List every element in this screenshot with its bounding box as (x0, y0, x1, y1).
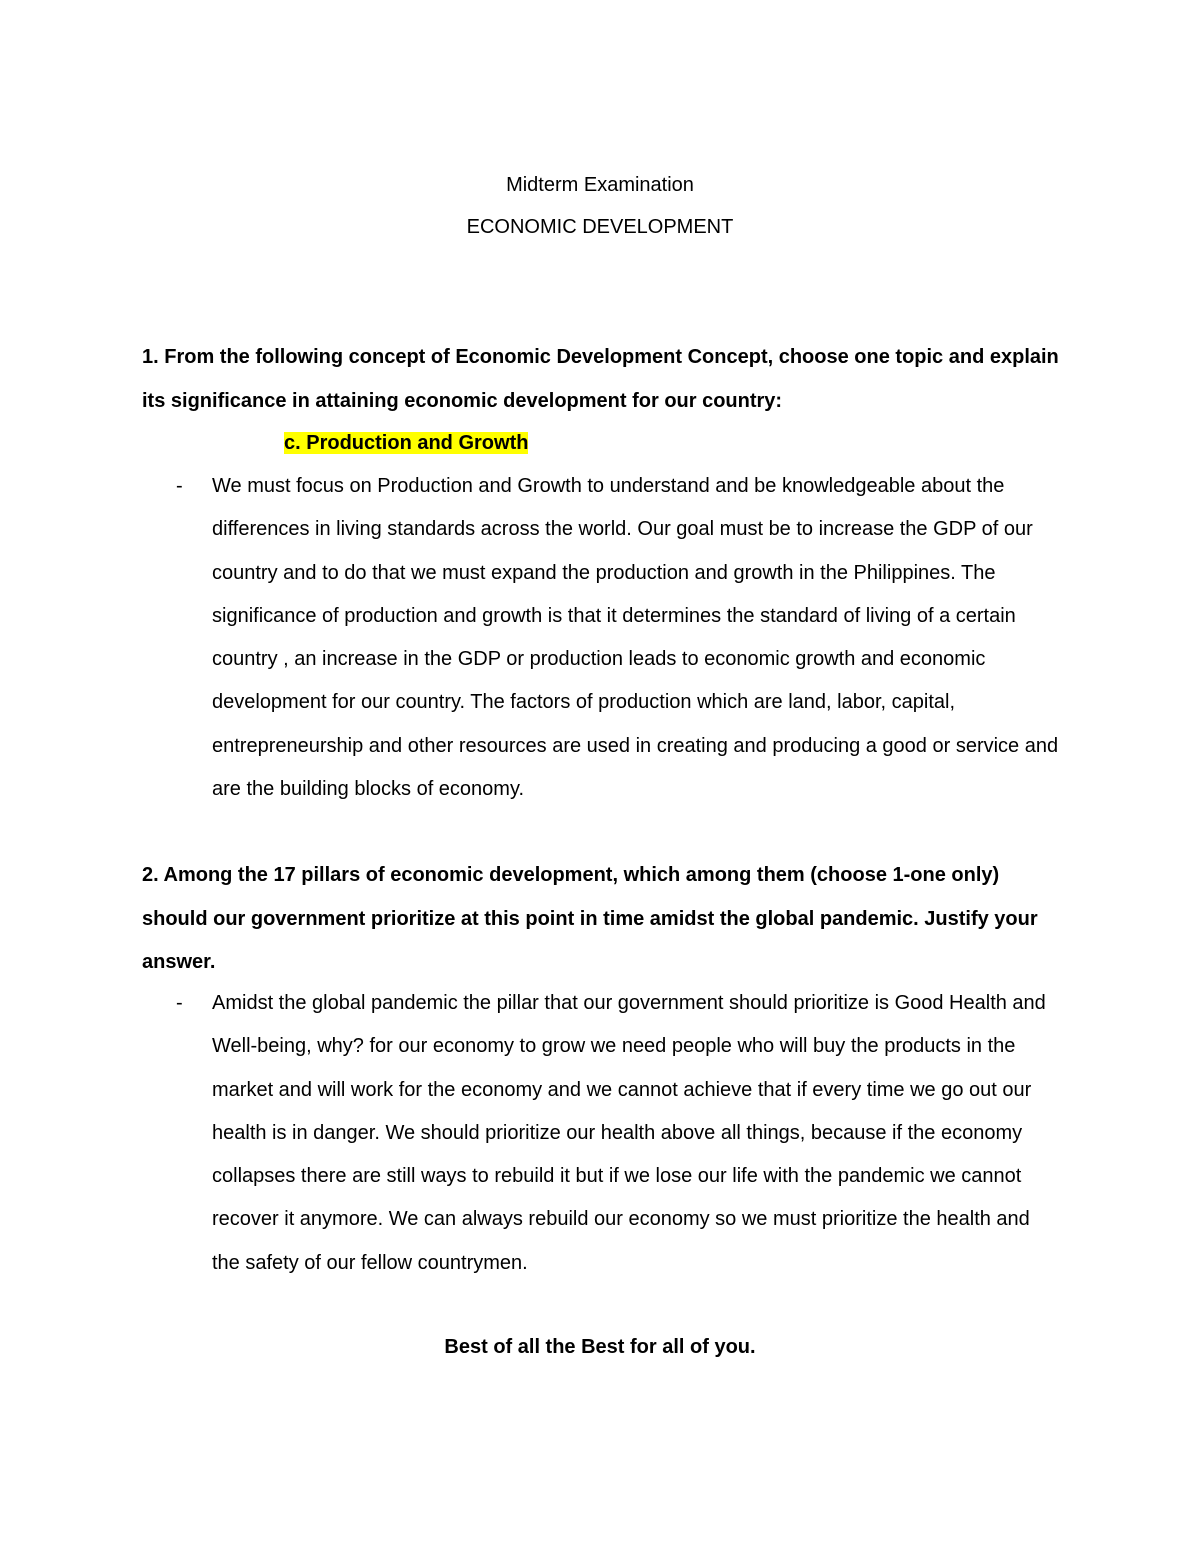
document-title: Midterm Examination (506, 174, 694, 196)
question-1-chosen-topic (284, 422, 528, 466)
question-1-prompt: 1. From the following concept of Economic Development Concept, choose one topic and explain its significance in attaining economic development for our country: (142, 346, 1059, 412)
document-subtitle: ECONOMIC DEVELOPMENT (466, 216, 734, 238)
question-2-answer: Amidst the global pandemic the pillar that our government should prioritize is Good Health and Well-being, why? for our economy to grow we need people who will buy the products in the market and will work for the economy and we cannot achieve that if every time we go out our health is in danger. We should prioritize our health above all things, because if the economy collapses there are still ways to rebuild it but if we lose our life with the pandemic we cannot recover it anymore. We can always rebuild our economy so we must prioritize the health and the safety of our fellow countrymen. (212, 992, 1046, 1274)
closing-remark: Best of all the Best for all of you. (444, 1336, 756, 1358)
question-2-prompt: 2. Among the 17 pillars of economic development, which among them (choose 1-one only) should our government prioritize at this point in time amidst the global pandemic. Justify your answer. (142, 864, 1038, 973)
question-1-answer: We must focus on Production and Growth to understand and be knowledgeable about the differences in living standards across the world. Our goal must be to increase the GDP of our country and to do that we must expand the production and growth in the Philippines. The significance of production and growth is that it determines the standard of living of a certain country , an increase in the GDP or production leads to economic growth and economic development for our country. The factors of production which are land, labor, capital, entrepreneurship and other resources are used in creating and producing a good or service and are the building blocks of economy. (212, 475, 1059, 801)
question-2-bullet: - (176, 992, 183, 1014)
question-1-bullet: - (176, 475, 183, 497)
highlighted-topic: c. Production and Growth (284, 432, 529, 454)
